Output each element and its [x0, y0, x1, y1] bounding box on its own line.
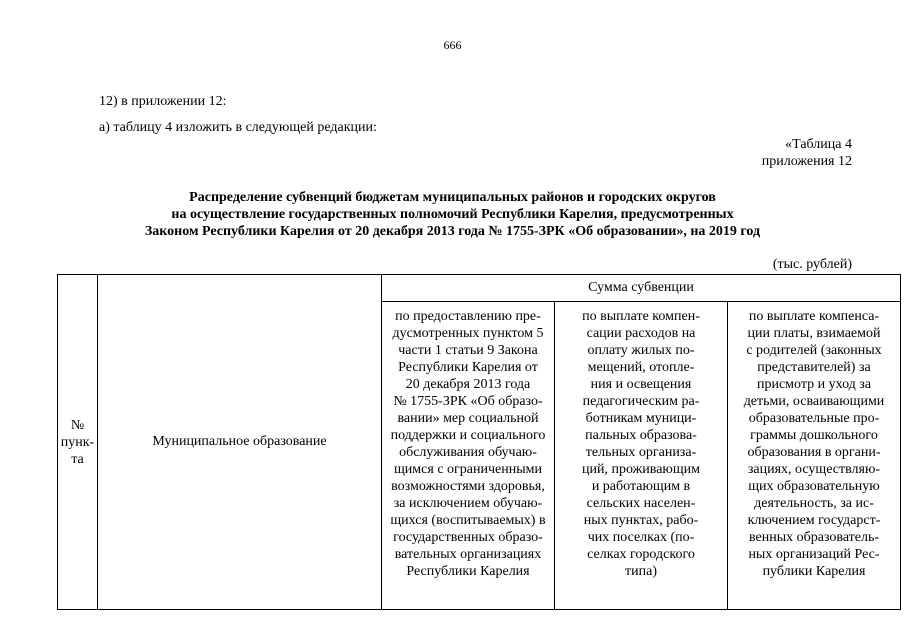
- sub-column-line: государственных образо-: [393, 530, 543, 545]
- sub-column-line: ботникам муници-: [585, 411, 697, 426]
- sub-column-line: № 1755-ЗРК «Об образо-: [393, 394, 543, 409]
- sub-column-line: ключением государст-: [747, 513, 881, 528]
- sub-column-line: граммы дошкольного: [750, 428, 878, 443]
- sub-column-line: Республики Карелия от: [398, 360, 538, 375]
- sub-column-line: по предоставлению пре-: [395, 309, 541, 324]
- sub-column-line: щихся (воспитываемых) в: [390, 513, 546, 528]
- sub-column-line: деятельность, за ис-: [754, 496, 874, 511]
- sub-column-line: детьми, осваивающими: [743, 394, 885, 409]
- sub-column-header: [382, 302, 555, 610]
- sub-column-line: мещений, отопле-: [587, 360, 695, 375]
- sub-column-line: дусмотренных пунктом 5: [392, 326, 544, 341]
- sub-column-line: ций, проживающим: [581, 462, 700, 477]
- sub-column-line: образования в органи-: [747, 445, 881, 460]
- col-number-line: №: [70, 417, 85, 433]
- sub-column-line: вании» мер социальной: [397, 411, 539, 426]
- col-number-line: пунк-: [60, 434, 95, 450]
- col-number-line: та: [71, 451, 84, 467]
- heading-line-3: Законом Республики Карелия от 20 декабря 2013 года № 1755-ЗРК «Об образовании», на 2019 год: [144, 224, 761, 239]
- sub-column-line: селках городского: [587, 547, 695, 562]
- sub-column-line: щих образовательную: [748, 479, 880, 494]
- table-ref-line-2: приложения 12: [761, 154, 852, 169]
- sub-column-line: публики Карелия: [762, 564, 866, 579]
- sub-column-line: ния и освещения: [590, 377, 692, 392]
- heading-line-1: Распределение субвенций бюджетам муниципальных районов и городских округов: [189, 190, 716, 205]
- sub-column-header: [555, 302, 728, 610]
- sub-column-line: ных пунктах, рабо-: [583, 513, 699, 528]
- subsidy-table: [57, 274, 901, 610]
- sub-column-line: Республики Карелия: [406, 564, 530, 579]
- sub-column-line: типа): [625, 564, 657, 579]
- sub-column-line: возможностями здоровья,: [391, 479, 545, 494]
- sub-column-line: сельских населен-: [586, 496, 696, 511]
- intro-subitem: а) таблицу 4 изложить в следующей редакции:: [99, 120, 377, 135]
- sub-column-line: образовательные про-: [748, 411, 880, 426]
- sub-column-line: чих поселках (по-: [587, 530, 695, 545]
- sub-column-line: оплату жилых по-: [587, 343, 695, 358]
- units-label: (тыс. рублей): [772, 257, 852, 272]
- intro-item: 12) в приложении 12:: [99, 94, 227, 109]
- sub-column-line: педагогическим ра-: [582, 394, 700, 409]
- sub-column-line: присмотр и уход за: [756, 377, 872, 392]
- page-number: 666: [443, 38, 462, 52]
- sub-column-line: за исключением обучаю-: [393, 496, 543, 511]
- sub-column-line: тельных организа-: [585, 445, 697, 460]
- col-municipality-header: Муниципальное образование: [98, 275, 382, 610]
- sub-column-header: [728, 302, 901, 610]
- sub-column-line: щимся с ограниченными: [394, 462, 542, 477]
- sub-column-line: сации расходов на: [586, 326, 696, 341]
- table-ref-line-1: «Таблица 4: [785, 137, 852, 152]
- sub-column-line: венных образователь-: [748, 530, 880, 545]
- sub-column-line: пальных образова-: [585, 428, 697, 443]
- sub-column-line: 20 декабря 2013 года: [405, 377, 531, 392]
- heading-line-2: на осуществление государственных полномочий Республики Карелия, предусмотренных: [171, 207, 734, 222]
- sub-column-line: по выплате компен-: [582, 309, 700, 324]
- col-sum-header: Сумма субвенции: [382, 275, 901, 302]
- sub-column-line: части 1 статьи 9 Закона: [398, 343, 538, 358]
- sub-column-line: по выплате компенса-: [748, 309, 880, 324]
- sub-column-line: и работающим в: [591, 479, 691, 494]
- sub-column-line: зациях, осуществляю-: [747, 462, 881, 477]
- sub-column-line: поддержки и социального: [390, 428, 546, 443]
- sub-column-line: с родителей (законных: [746, 343, 882, 358]
- sub-column-line: вательных организациях: [394, 547, 542, 562]
- sub-column-line: обслуживания обучаю-: [399, 445, 537, 460]
- sub-column-line: ции платы, взимаемой: [747, 326, 881, 341]
- sub-column-line: представителей) за: [757, 360, 871, 375]
- sub-column-line: ных организаций Рес-: [748, 547, 880, 562]
- col-number-header: [58, 275, 98, 610]
